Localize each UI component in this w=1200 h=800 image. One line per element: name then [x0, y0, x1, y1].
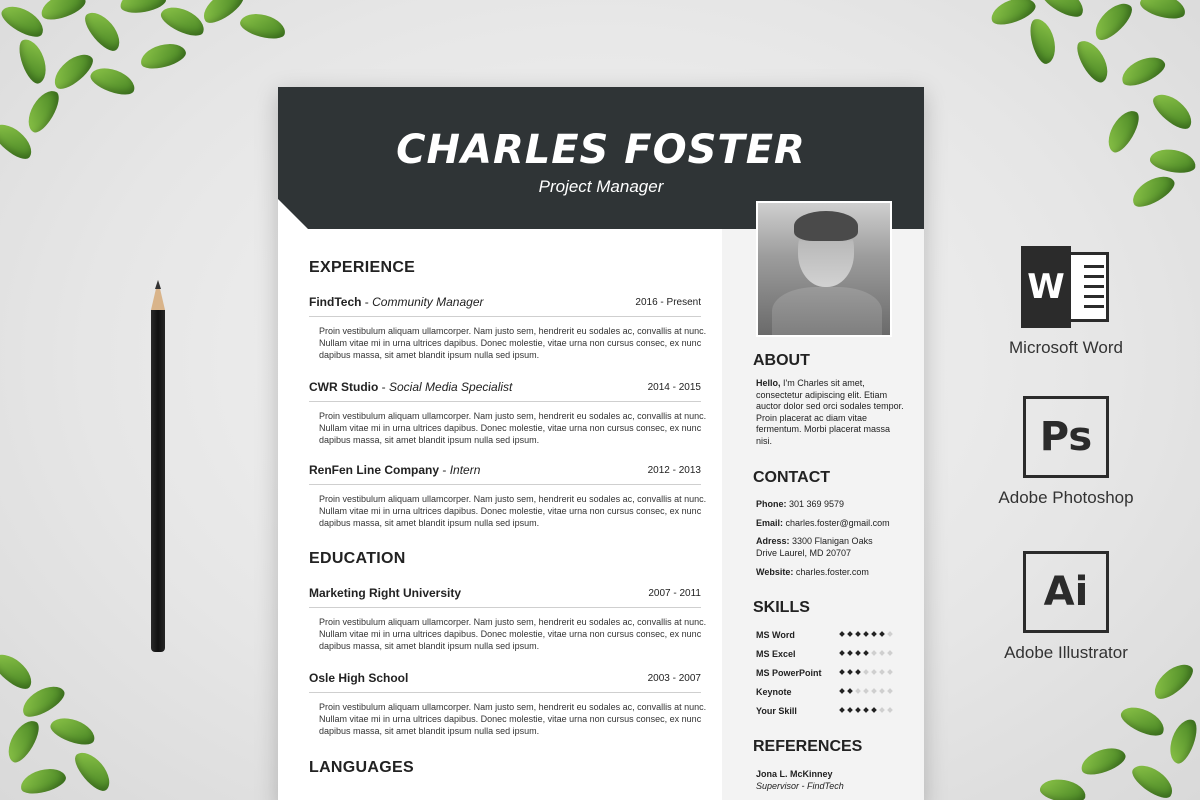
skill-dot-filled	[839, 669, 845, 675]
phone-value: 301 369 9579	[786, 499, 845, 509]
word-glyph: W	[1021, 246, 1071, 328]
leaves-top-left	[0, 0, 290, 160]
skill-dot-filled	[879, 631, 885, 637]
job-position: Social Media Specialist	[389, 380, 513, 394]
job-title	[309, 380, 512, 394]
job-description: Proin vestibulum aliquam ullamcorper. Nam justo sem, hendrerit eu sodales ac, convallis at nunc. Nullam vitae mi in urna ultrices dapibus. Donec molestie, vitae urna non cursus consec, ex nunc dapibus massa, sit amet blandit ipsum nulla sed ipsum.	[319, 326, 707, 360]
skill-dot-filled	[847, 669, 853, 675]
divider	[309, 316, 701, 317]
header-corner-cut	[278, 199, 308, 229]
contact-address	[756, 536, 886, 559]
website-label: Website:	[756, 567, 794, 577]
reference-name: Jona L. McKinney	[756, 769, 833, 779]
skill-name: MS Word	[756, 630, 795, 640]
skill-dot-filled	[847, 631, 853, 637]
skill-dot-empty	[871, 688, 877, 694]
skill-dot-empty	[855, 688, 861, 694]
photo-hair	[794, 211, 858, 241]
skill-dot-empty	[887, 631, 893, 637]
divider	[309, 401, 701, 402]
skill-dot-filled	[855, 650, 861, 656]
skill-rating	[840, 689, 892, 693]
skill-dot-empty	[887, 650, 893, 656]
job-org: FindTech	[309, 295, 362, 309]
skill-dot-empty	[887, 669, 893, 675]
divider	[309, 607, 701, 608]
skill-dot-filled	[871, 707, 877, 713]
job-org: CWR Studio	[309, 380, 379, 394]
resume-role: Project Manager	[538, 177, 664, 196]
job-dates: 2012 - 2013	[647, 465, 701, 476]
skill-rating	[840, 651, 892, 655]
phone-label: Phone:	[756, 499, 787, 509]
skill-dot-empty	[879, 707, 885, 713]
education-heading: EDUCATION	[309, 550, 406, 567]
school-name: Marketing Right University	[309, 586, 462, 600]
about-body: I'm Charles sit amet, consectetur adipiscing elit. Etiam auctor dolor sed orci sodales tempor. Proin placerat ac diam vitae fermentum. Morbi placerat massa nisi.	[756, 378, 904, 446]
school-description: Proin vestibulum aliquam ullamcorper. Nam justo sem, hendrerit eu sodales ac, convallis at nunc. Nullam vitae mi in urna ultrices dapibus. Donec molestie, vitae urna non cursus consec, ex nunc dapibus massa, sit amet blandit ipsum nulla sed ipsum.	[319, 617, 707, 651]
word-icon	[1021, 246, 1111, 328]
skill-name: MS PowerPoint	[756, 668, 822, 678]
divider	[309, 692, 701, 693]
email-value: charles.foster@gmail.com	[783, 518, 890, 528]
job-position: Intern	[449, 463, 481, 477]
school-dates: 2003 - 2007	[647, 673, 701, 684]
software-illustrator	[990, 551, 1142, 663]
divider	[309, 484, 701, 485]
software-label: Adobe Illustrator	[1004, 643, 1128, 662]
school-name: Osle High School	[309, 671, 409, 685]
website-value: charles.foster.com	[793, 567, 869, 577]
languages-heading: LANGUAGES	[309, 759, 414, 776]
photoshop-icon: Ps	[1023, 396, 1109, 478]
about-text	[756, 378, 906, 447]
school-description: Proin vestibulum aliquam ullamcorper. Nam justo sem, hendrerit eu sodales ac, convallis at nunc. Nullam vitae mi in urna ultrices dapibus. Donec molestie, vitae urna non cursus consec, ex nunc dapibus massa, sit amet blandit ipsum nulla sed ipsum.	[319, 702, 707, 736]
skill-dot-empty	[887, 707, 893, 713]
software-label: Adobe Photoshop	[998, 488, 1134, 507]
job-title	[309, 463, 480, 477]
school-title	[309, 671, 408, 685]
skill-name: Your Skill	[756, 706, 797, 716]
job-sep: -	[439, 463, 450, 477]
skill-dot-filled	[855, 631, 861, 637]
skill-dot-empty	[879, 669, 885, 675]
skill-dot-filled	[839, 650, 845, 656]
job-dates: 2016 - Present	[635, 297, 701, 308]
email-label: Email:	[756, 518, 784, 528]
job-sep: -	[361, 295, 373, 309]
about-heading: ABOUT	[753, 352, 810, 369]
pencil-body	[151, 310, 165, 652]
resume-name: CHARLES FOSTER	[396, 127, 806, 173]
skill-dot-filled	[847, 688, 853, 694]
software-photoshop	[990, 396, 1142, 508]
job-sep: -	[378, 380, 389, 394]
skill-dot-empty	[863, 669, 869, 675]
profile-photo	[756, 201, 892, 337]
address-value: 3300 Flanigan Oaks Drive Laurel, MD 20707	[756, 536, 873, 558]
job-title	[309, 295, 484, 309]
contact-email	[756, 518, 906, 530]
experience-heading: EXPERIENCE	[309, 259, 416, 276]
reference-role: Supervisor - FindTech	[756, 781, 844, 791]
skill-dot-empty	[863, 688, 869, 694]
skill-dot-empty	[871, 669, 877, 675]
school-title	[309, 586, 461, 600]
skill-name: Keynote	[756, 687, 792, 697]
contact-phone	[756, 499, 906, 511]
pencil	[148, 280, 168, 652]
skill-dot-filled	[839, 688, 845, 694]
resume-page	[278, 87, 924, 800]
about-lead: Hello,	[756, 378, 781, 388]
skill-dot-empty	[887, 688, 893, 694]
skill-dot-empty	[879, 688, 885, 694]
pencil-lead	[155, 280, 161, 289]
skill-name: MS Excel	[756, 649, 796, 659]
leaves-bottom-right	[1040, 670, 1200, 800]
job-dates: 2014 - 2015	[647, 382, 701, 393]
photo-body	[772, 287, 882, 337]
skill-dot-filled	[863, 650, 869, 656]
skill-rating	[840, 632, 892, 636]
contact-website	[756, 567, 906, 579]
skill-dot-filled	[855, 669, 861, 675]
job-org: RenFen Line Company	[309, 463, 440, 477]
skill-rating	[840, 708, 892, 712]
skill-dot-filled	[847, 707, 853, 713]
skill-dot-empty	[871, 650, 877, 656]
address-label: Adress:	[756, 536, 790, 546]
software-word	[998, 246, 1134, 358]
leaves-top-right	[980, 0, 1200, 220]
skills-heading: SKILLS	[753, 599, 810, 616]
skill-dot-empty	[879, 650, 885, 656]
skill-dot-filled	[855, 707, 861, 713]
job-description: Proin vestibulum aliquam ullamcorper. Nam justo sem, hendrerit eu sodales ac, convallis at nunc. Nullam vitae mi in urna ultrices dapibus. Donec molestie, vitae urna non cursus consec, ex nunc dapibus massa, sit amet blandit ipsum nulla sed ipsum.	[319, 411, 707, 445]
skill-dot-filled	[871, 631, 877, 637]
skill-dot-filled	[839, 707, 845, 713]
illustrator-icon: Ai	[1023, 551, 1109, 633]
job-position: Community Manager	[372, 295, 484, 309]
software-label: Microsoft Word	[1009, 338, 1123, 357]
references-heading: REFERENCES	[753, 738, 863, 755]
skill-dot-filled	[863, 707, 869, 713]
contact-heading: CONTACT	[753, 469, 831, 486]
job-description: Proin vestibulum aliquam ullamcorper. Nam justo sem, hendrerit eu sodales ac, convallis at nunc. Nullam vitae mi in urna ultrices dapibus. Donec molestie, vitae urna non cursus consec, ex nunc dapibus massa, sit amet blandit ipsum nulla sed ipsum.	[319, 494, 707, 528]
skill-dot-filled	[839, 631, 845, 637]
school-dates: 2007 - 2011	[648, 588, 701, 599]
skill-rating	[840, 670, 892, 674]
leaves-bottom-left	[0, 650, 140, 800]
skill-dot-filled	[847, 650, 853, 656]
skill-dot-filled	[863, 631, 869, 637]
